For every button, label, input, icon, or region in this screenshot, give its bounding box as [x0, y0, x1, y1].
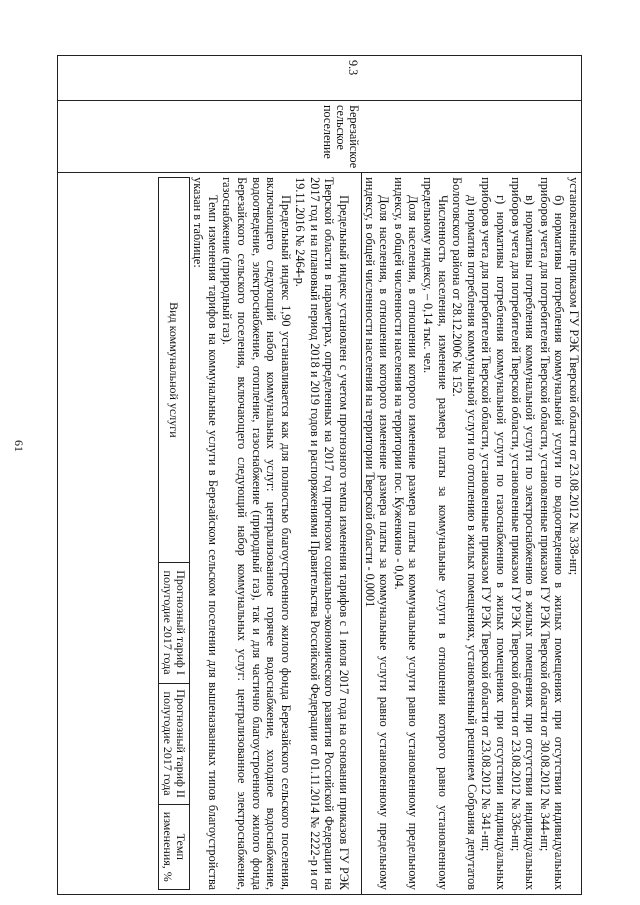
- index-table: [57, 55, 582, 895]
- paragraph: Доля населения, в отношении которого изменение размера платы за коммунальные услуги равно установленному предельному индексу, в общей численности населения на территории пос. Куженкино - 0,04.: [391, 177, 421, 890]
- table-row: [58, 56, 362, 895]
- municipality-name: [58, 101, 362, 173]
- paragraph: Темп изменения тарифов на коммунальные услуги в Березайском сельском поселении для вышеназванных типов благоустройства указан в таблице:: [191, 177, 220, 890]
- section-number: 9.3: [58, 56, 362, 101]
- paragraph: в) нормативы потребления коммунальной услуги по электроснабжению в жилых помещениях при отсутствии индивидуальных приборов учета для потребителей Тверской области, установленные приказом ГУ РЭК Тверской области от 23.08.2012 № 336-нп;: [508, 177, 538, 890]
- tariff-table: [158, 177, 190, 890]
- municipality-name-line: сельское: [333, 105, 348, 150]
- header-tariff-h1: Прогнозный тариф I полугодие 2017 года: [158, 562, 189, 683]
- municipality-name-line: поселение: [320, 105, 335, 159]
- paragraph: Предельный индекс 1,90 устанавливается как для полностью благоустроенного жилого фонда Березайского сельского поселения, включающего следующий набор коммунальных услуг: централизованное горячее водоснабжение, холодное водоснабжение, водоотведение, электроснабжение, отопление, газоснабжение (природный газ), так и для частично благоустроенного жилого фонда Березайского сельского поселения, включающего следующий набор коммунальных услуг: централизованное электроснабжение, газоснабжение (природный газ).: [220, 177, 293, 890]
- page-number: 61: [12, 440, 26, 452]
- tariff-table-header-row: [158, 178, 189, 890]
- row-number-cell-empty: [362, 56, 582, 101]
- paragraph: Доля населения, в отношении которого изменение размера платы за коммунальные услуги равно установленному предельному индексу, в общей численности населения на территории Тверской области - 0,0001: [362, 177, 392, 890]
- table-row: [362, 56, 582, 895]
- header-service-type: Вид коммунальной услуги: [158, 178, 189, 562]
- header-tariff-h2: Прогнозный тариф II полугодие 2017 года: [158, 683, 189, 804]
- description-cell: [362, 173, 582, 895]
- municipality-cell-empty: [362, 101, 582, 173]
- paragraph: г) нормативы потребления коммунальной услуги по газоснабжению в жилых помещениях при отсутствии индивидуальных приборов учета для потребителей Тверской области, установленные приказом ГУ РЭК Тверской области от 23.08.2012 № 341-нп;: [479, 177, 509, 890]
- paragraph: Предельный индекс установлен с учетом прогнозного темпа изменения тарифов с 1 июля 2017 года на основании приказов ГУ РЭК Тверской области в параметрах, определенных на 2017 год прогнозом социально-экономического развития Российской Федерации на 2017 год и на плановый период 2018 и 2019 годов и распоряжениями Правительства Российской Федерации от 01.11.2014 № 2222-р и от 19.11.2016 № 2464-р.: [293, 177, 352, 890]
- paragraph: установленные приказом ГУ РЭК Тверской области от 23.08.2012 № 338-нп;: [567, 177, 581, 576]
- paragraph: Численность населения, изменение размера платы за коммунальные услуги в отношении которого равно установленному предельному индексу, – 0,14 тыс. чел.: [421, 177, 450, 890]
- paragraph: б) нормативы потребления коммунальной услуги по водоотведению в жилых помещениях при отсутствии индивидуальных приборов учета для потребителей Тверской области, установленные приказом ГУ РЭК Тверской области от 30.08.2012 № 344-нп;: [537, 177, 567, 890]
- municipality-name-line: Березайское: [346, 105, 361, 169]
- rotated-content: [57, 55, 582, 895]
- description-cell: [58, 173, 362, 895]
- paragraph: д) норматив потребления коммунальной услуги по отоплению в жилых помещениях, установленный решением Собрания депутатов Бологовского района от 28.12.2006 № 152.: [450, 177, 479, 890]
- header-change-rate: Темп изменения, %: [158, 804, 189, 889]
